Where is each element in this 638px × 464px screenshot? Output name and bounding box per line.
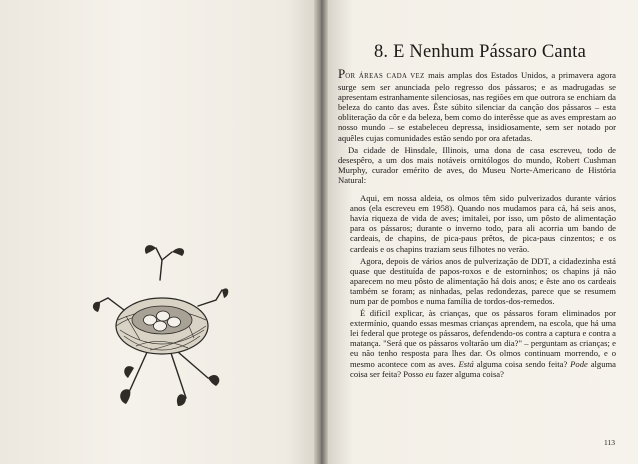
page-number: 113: [604, 438, 615, 447]
quote-paragraph-1: Aqui, em nossa aldeia, os olmos têm sido pulverizados durante vários anos (ela escreveu em 1958). Quando nos mudamos para cá, há seis anos, havia riqueza de vida de aves; imitalei, por isso, um pôsto de alimentação para os pássaros; durante o inverno todo, para ali acorria um bando de cardeais, de chapins, de pica-paus prêtos, de pica-paus cinzentos; e os cardeais e os chapins traziam seus filhotes no verão.: [350, 193, 616, 254]
quote-3-italic-c: eu: [425, 368, 434, 379]
quote-paragraph-3: [350, 308, 616, 379]
quote-3-text-d: fazer alguma coisa?: [433, 368, 504, 379]
quote-3-italic-b: Pode: [570, 358, 588, 369]
letter-quote: [350, 193, 616, 379]
chapter-title: 8. E Nenhum Pássaro Canta: [373, 42, 587, 62]
book-gutter: [314, 0, 328, 464]
quote-3-text-a: É difícil explicar, às crianças, que os pássaros foram eliminados por extermínio, quando essas mesmas crianças aprendem, na escola, que há uma lei federal que protege os pássaros, defendendo-os contra a captura e contra a matança. "Será que os pássaros voltarão um dia?" – perguntam as crianças; e eu não tenho resposta para lhes dar. Os olmos continuam morrendo, e o mesmo acontece com as aves.: [350, 308, 616, 369]
paragraph-1-text: mais amplas dos Estados Unidos, a primavera agora surge sem ser anunciada pelo regresso dos pássaros; e as madrugadas se apresentam estranhamente silenciosas, nas regiões em que outrora se enchiam da beleza do canto das aves. Êste súbito silenciar da canção dos pássaros – esta obliteração da côr e da beleza, bem como do interêsse que as aves emprestam ao nosso mundo – se estabeleceu depressa, insidiosamente, sem ser notado por aquêles cujas comunidades estão sendo por ora afetadas.: [338, 70, 616, 143]
quote-3-text-b: alguma coisa sendo feita?: [473, 358, 571, 369]
left-page: [0, 0, 318, 464]
quote-3-italic-a: Está: [458, 358, 474, 369]
small-caps-lead: OR ÁREAS CADA VEZ: [345, 73, 425, 80]
drop-cap: P: [338, 66, 346, 81]
paragraph-1: [338, 66, 616, 143]
paragraph-2: Da cidade de Hinsdale, Illinois, uma dona de casa escreveu, todo de desespêro, a um dos mais notáveis ornitólogos do mundo, Robert Cushman Murphy, curador emérito de aves, do Museu Norte-Americano de História Natural:: [338, 144, 616, 185]
quote-3-text-c: alguma coisa ser feita? Posso: [350, 358, 616, 379]
chapter-body: [338, 66, 616, 381]
bird-nest-with-eggs-icon: [90, 240, 230, 410]
quote-paragraph-2: Agora, depois de vários anos de pulverização de DDT, a cidadezinha está quase que destituída de papos-roxos e de estorninhos; os chapins já não aparecem no meu pôsto de alimentação há dois anos; e êste ano os cardeais também se foram; as ninhadas, pelas redondezas, parece que se resumem num par de pombos e numa família de tordos-dos-remedos.: [350, 255, 616, 306]
